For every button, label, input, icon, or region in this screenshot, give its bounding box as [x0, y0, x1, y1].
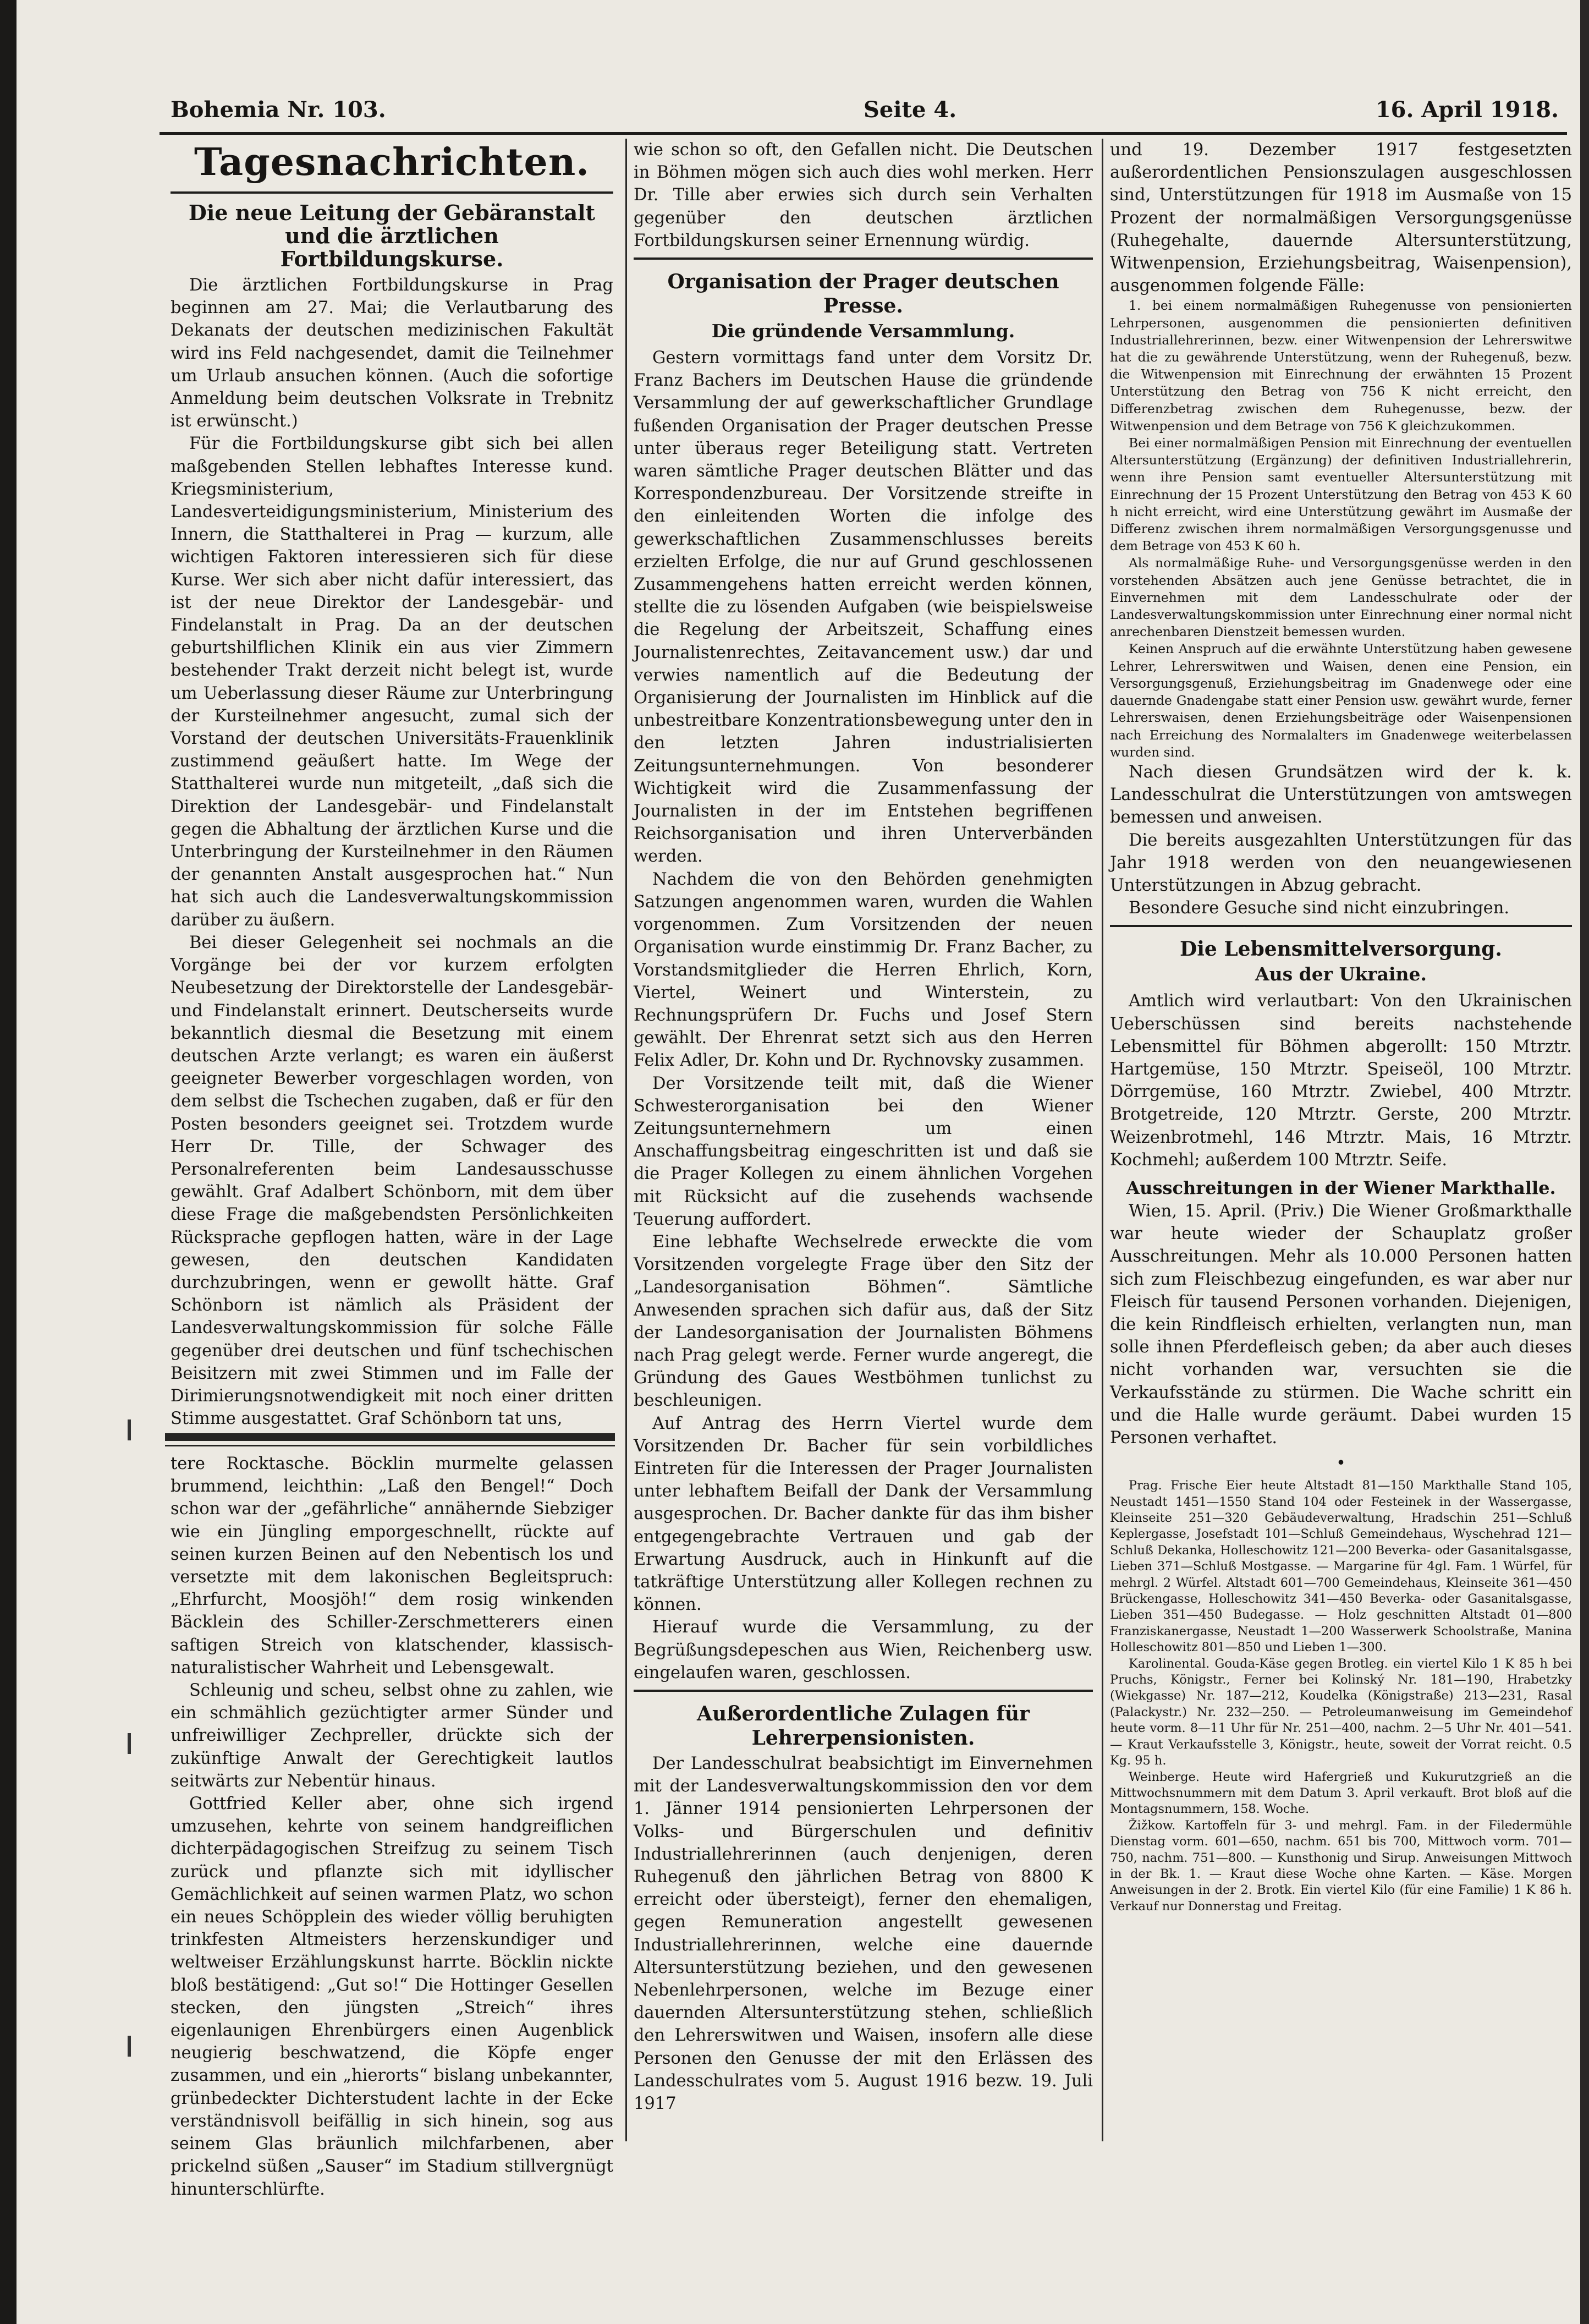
- header-rule: [160, 132, 1567, 135]
- regulation-paragraph: 1. bei einem normalmäßigen Ruhegenusse von pensionierten Lehrpersonen, ausgenommen die pensionierten definitiven Industriallehrerinnen, bezw. einer Witwenpension der Lehrerswitwe hat die zu gewährende Unterstützung, wenn der Ruhegenuß, bezw. die Witwenpension mit Einrechnung der erwähnten 15 Prozent Unterstützung den Betrag von 756 K nicht erreicht, den Differenzbetrag zwischen dem Ruhegenusse, bezw. der Witwenpension und dem Betrage von 756 K gleichzukommen.: [1110, 298, 1572, 434]
- article-paragraph: Besondere Gesuche sind nicht einzubringen.: [1129, 898, 1510, 918]
- market-notice: Prag. Frische Eier heute Altstadt 81—150 Markthalle Stand 105, Neustadt 1451—1550 Stand 104 oder Festeinek in der Wassergasse, Kleinseite 251—320 Gebäudeverwaltung, Hradschin 251—Schluß Keplergasse, Josefstadt 101—Schluß Gemeindehaus, Wyschehrad 121—Schluß Dekanka, Holleschowitz 121—200 Beverka- oder Gasanitalsgasse, Lieben 371—Schluß Mostgasse. — Margarine für 4gl. Fam. 1 Würfel, für mehrgl. 2 Würfel. Altstadt 601—700 Gemeindehaus, Kleinseite 361—450 Brückengasse, Holleschowitz 341—450 Beverka- oder Gasanitalsgasse, Lieben 351—450 Budegasse. — Holz geschnitten Altstadt 01—800 Franziskanergasse, Neustadt 1—200 Wasserwerk Schoolstraße, Manina Holleschowitz 801—850 und Lieben 1—300.: [1110, 1478, 1572, 1655]
- feuilleton-paragraph: Gottfried Keller aber, ohne sich irgend umzusehen, kehrte von seinem handgreiflichen dichterpädagogischen Streifzug zu seinem Tisch zurück und pflanzte sich mit idyllischer Gemächlichkeit auf seinen warmen Platz, wo schon ein neues Schöpplein des wieder völlig beruhigten trinkfesten Altmeisters herzenskundiger und weltweiser Erzählungskunst harrte. Böcklin nickte bloß bestätigend: „Gut so!“ Die Hottinger Gesellen stecken, den jüngsten „Streich“ ihres eigenlaunigen Ehrenbürgers einen Augenblick neugierig beschwatzend, die Köpfe enger zusammen, und ein „hierorts“ bislang unbekannter, grünbedeckter Dichterstudent lachte in der Ecke verständnisvoll beifällig in sich hinein, sog aus seinem Glas bräunlich milchfarbenen, aber prickelnd süßen „Sauser“ im Stadium stillvergnügt hinunterschlürfte.: [171, 1794, 613, 2199]
- market-notice: Karolinental. Gouda-Käse gegen Brotleg. ein viertel Kilo 1 K 85 h bei Pruchs, Königstr., Ferner bei Kolinský Nr. 181—190, Hrabetzky (Wiekgasse) Nr. 187—212, Koudelka (Königstraße) 213—231, Rasal (Palackystr.) Nr. 232—250. — Petroleumanweisung im Gemeindehof heute vorm. 8—11 Uhr für Nr. 251—400, nachm. 2—5 Uhr Nr. 401—541. — Kraut Verkaufsstelle 3, Königstr., heute, soweit der Vorrat reicht. 0.5 Kg. 95 h.: [1110, 1656, 1572, 1768]
- article-rule: [634, 1690, 1093, 1692]
- column-1: [171, 139, 613, 1429]
- market-notice: Weinberge. Heute wird Hafergrieß und Kukurutzgrieß an die Mittwochsnummern mit dem Datum 3. April verkauft. Brot bloß auf die Montagsnummern, 158. Woche.: [1110, 1769, 1572, 1817]
- section-banner: Tagesnachrichten.: [194, 140, 590, 184]
- feuilleton-divider-thin: [165, 1445, 615, 1446]
- market-notice: Žižkow. Kartoffeln für 3- und mehrgl. Fam. in der Filedermühle Dienstag vorm. 601—650, nachm. 651 bis 700, Mittwoch vorm. 701—750, nachm. 751—800. — Kunsthonig und Sirup. Anweisungen Mittwoch in der Bk. 1. — Kraut diese Woche ohne Karten. — Käse. Morgen Anweisungen in der 2. Brotk. Ein viertel Kilo (für eine Familie) 1 K 86 h. Verkauf nur Donnerstag und Freitag.: [1110, 1818, 1572, 1914]
- regulation-paragraph: Als normalmäßige Ruhe- und Versorgungsgenüsse werden in den vorstehenden Absätzen auch jene Genüsse betrachtet, die in Einvernehmen mit dem Landesschulrate oder der Landesverwaltungskommission unter Einrechnung einer normal nicht anrechenbaren Dienstzeit bemessen wurden.: [1110, 555, 1572, 640]
- article-heading: Außerordentliche Zulagen für Lehrerpensionisten.: [697, 1702, 1030, 1750]
- article-paragraph: Der Vorsitzende teilt mit, daß die Wiener Schwesterorganisation bei den Wiener Zeitungsunternehmern um einen Anschaffungsbeitrag eingeschritten ist und daß sie die Prager Kollegen zu einem ähnlichen Vorgehen mit Rücksicht auf die zusehends wachsende Teuerung auffordert.: [634, 1073, 1093, 1229]
- page-header: [171, 97, 1559, 130]
- article-heading: Organisation der Prager deutschen Presse.: [667, 270, 1059, 318]
- scan-edge-right: [1580, 0, 1589, 2324]
- column-3: [1110, 139, 1572, 2130]
- article-paragraph: Hierauf wurde die Versammlung, zu der Begrüßungsdepeschen aus Wien, Reichenberg usw. eingelaufen waren, geschlossen.: [634, 1618, 1093, 1682]
- article-paragraph: Bei dieser Gelegenheit sei nochmals an die Vorgänge bei der vor kurzem erfolgten Neubesetzung der Direktorstelle der Landesgebär- und Findelanstalt erinnert. Deutscherseits wurde bekanntlich diesmal die Besetzung mit einem deutschen Arzte verlangt; es waren ein äußerst geeigneter Bewerber vorgeschlagen worden, von dem selbst die Tschechen zugaben, daß er für den Posten besonders geeignet sei. Trotzdem wurde Herr Dr. Tille, der Schwager des Personalreferenten beim Landesausschusse gewählt. Graf Adalbert Schönborn, mit dem über diese Frage die maßgebendsten Persönlichkeiten Rücksprache gepflogen hatten, wäre in der Lage gewesen, den deutschen Kandidaten durchzubringen, wenn er gewollt hätte. Graf Schönborn ist nämlich als Präsident der Landesverwaltungskommission für solche Fälle gegenüber drei deutschen und fünf tschechischen Beisitzern mit zwei Stimmen und im Falle der Dirimierungsnotwendigkeit mit noch einer dritten Stimme ausgestattet. Graf Schönborn tat uns,: [171, 933, 613, 1429]
- article-paragraph: Auf Antrag des Herrn Viertel wurde dem Vorsitzenden Dr. Bacher für sein vorbildliches Eintreten für die Interessen der Prager Journalisten unter lebhaftem Beifall der Dank der Versammlung ausgesprochen. Dr. Bacher dankte für das ihm bisher entgegengebrachte Vertrauen und gab der Erwartung Ausdruck, auch in Hinkunft auf die tatkräftige Unterstützung aller Kollegen rechnen zu können.: [634, 1413, 1093, 1615]
- scan-edge-left: [0, 0, 17, 2324]
- separator-dot: •: [1336, 1454, 1346, 1473]
- article-paragraph: Wien, 15. April. (Priv.) Die Wiener Großmarkthalle war heute wieder der Schauplatz großer Ausschreitungen. Mehr als 10.000 Personen hatten sich zum Fleischbezug eingefunden, es war aber nur Fleisch für tausend Personen vorhanden. Diejenigen, die kein Rindfleisch erhielten, verlangten nun, man solle ihnen Pferdefleisch geben; da aber auch dieses nicht vorhanden war, versuchten sie die Verkaufsstände zu stürmen. Die Wache schritt ein und die Halle wurde geräumt. Dabei wurden 15 Personen verhaftet.: [1110, 1201, 1572, 1448]
- banner-rule: [171, 191, 613, 194]
- feuilleton-column: [171, 1452, 613, 2199]
- regulation-paragraph: Keinen Anspruch auf die erwähnte Unterstützung haben gewesene Lehrer, Lehrerswitwen und Waisen, denen eine Pension, ein Versorgungsgenuß, Erziehungsbeitrag im Gnadenwege oder eine dauernde Gnadengabe statt einer Pension usw. gewährt wurde, ferner Lehrerswaisen, denen Erziehungsbeiträge oder Waisenpensionen nach Erreichung des Normalalters im Gnadenwege weiterbelassen wurden sind.: [1110, 641, 1572, 760]
- article-heading: Ausschreitungen in der Wiener Markthalle.: [1126, 1177, 1556, 1198]
- column-divider: [1102, 139, 1103, 2141]
- article-paragraph: Gestern vormittags fand unter dem Vorsitz Dr. Franz Bachers im Deutschen Hause die gründende Versammlung der auf gewerkschaftlicher Grundlage fußenden Organisation der Prager deutschen Presse unter überaus reger Beteiligung statt. Vertreten waren sämtliche Prager deutschen Blätter und das Korrespondenzbureau. Der Vorsitzende streifte in den einleitenden Worten die infolge des gewerkschaftlichen Zusammenschlusses bereits erzielten Erfolge, die nur auf Grund geschlossenen Zusammengehens hatten erreicht werden können, stellte die zu lösenden Aufgaben (wie beispielsweise die Regelung der Arbeitszeit, Schaffung eines Journalistenrechtes, Zeitavancement usw.) dar und verwies namentlich auf die Bedeutung der Organisierung der Journalisten im Hinblick auf die unbestreitbare Konzentrationsbewegung unter den in den letzten Jahren industrialisierten Zeitungsunternehmungen. Von besonderer Wichtigkeit wird die Zusammenfassung der Journalisten in der im Entstehen begriffenen Reichsorganisation und ihren Unterverbänden werden.: [634, 348, 1093, 867]
- article-heading: Die neue Leitung der Gebäranstalt und die ärztlichen Fortbildungskurse.: [188, 200, 596, 271]
- article-paragraph: Der Landesschulrat beabsichtigt im Einvernehmen mit der Landesverwaltungskommission den vor dem 1. Jänner 1914 pensionierten Lehrpersonen der Volks- und Bürgerschulen und definitiv Industriallehrerinnen (auch denjenigen, deren Ruhegenuß den jährlichen Betrag von 8800 K erreicht oder übersteigt), ferner den ehemaligen, gegen Remuneration angestellt gewesenen Industriallehrerinnen, welche eine dauernde Altersunterstützung beziehen, und den gewesenen Nebenlehrpersonen, welche im Bezuge einer dauernden Altersunterstützung stehen, schließlich den Lehrerswitwen und Waisen, insofern alle diese Personen den Genusse der mit den Erlässen des Landesschulrates vom 5. August 1916 bezw. 19. Juli 1917: [634, 1754, 1093, 2114]
- article-rule: [1110, 925, 1572, 927]
- column-2: [634, 139, 1093, 2130]
- article-rule: [634, 257, 1093, 260]
- article-paragraph: Amtlich wird verlautbart: Von den Ukrainischen Ueberschüssen sind bereits nachstehende Lebensmittel für Böhmen abgerollt: 150 Mtrztr. Hartgemüse, 150 Mtrztr. Speiseöl, 100 Mtrztr. Dörrgemüse, 160 Mtrztr. Zwiebel, 400 Mtrztr. Brotgetreide, 120 Mtrztr. Gerste, 200 Mtrztr. Weizenbrotmehl, 146 Mtrztr. Mais, 16 Mtrztr. Kochmehl; außerdem 100 Mtrztr. Seife.: [1110, 991, 1572, 1170]
- article-heading: Die Lebensmittelversorgung.: [1180, 938, 1502, 961]
- article-subheading: Die gründende Versammlung.: [711, 320, 1015, 342]
- margin-mark: [128, 2036, 131, 2057]
- continued-paragraph: wie schon so oft, den Gefallen nicht. Die Deutschen in Böhmen mögen sich auch dies wohl merken. Herr Dr. Tille aber erwies sich durch sein Verhalten gegenüber den deutschen ärztlichen Fortbildungskursen seiner Ernennung würdig.: [634, 140, 1093, 250]
- feuilleton-paragraph: tere Rocktasche. Böcklin murmelte gelassen brummend, leichthin: „Laß den Bengel!“ Doch schon war der „gefährliche“ annähernde Siebziger wie ein Jüngling emporgeschnellt, rückte auf seinen kurzen Beinen auf den Nebentisch los und versetzte mit dem lakonischen Begleitspruch: „Ehrfurcht, Moosjöh!“ dem rosig winkenden Bäcklein des Schiller-Zerschmetterers einen saftigen Streich von klatschender, klassisch-naturalistischer Wahrheit und Lebensgewalt.: [171, 1454, 613, 1678]
- feuilleton-paragraph: Schleunig und scheu, selbst ohne zu zahlen, wie ein schmählich gezüchtigter armer Sünder und unfreiwilliger Zechpreller, drückte sich der zukünftige Anwalt der Gerechtigkeit lautlos seitwärts zur Nebentür hinaus.: [171, 1681, 613, 1791]
- article-subheading: Aus der Ukraine.: [1255, 963, 1427, 985]
- article-paragraph: Eine lebhafte Wechselrede erweckte die vom Vorsitzenden vorgelegte Frage über den Sitz der „Landesorganisation Böhmen“. Sämtliche Anwesenden sprachen sich dafür aus, daß der Sitz der Landesorganisation der Journalisten Böhmens nach Prag gelegt werde. Ferner wurde angeregt, die Gründung des Gaues Westböhmen tunlichst zu beschleunigen.: [634, 1232, 1093, 1411]
- continued-paragraph: und 19. Dezember 1917 festgesetzten außerordentlichen Pensionszulagen ausgeschlossen sind, Unterstützungen für 1918 im Ausmaße von 15 Prozent der normalmäßigen Versorgungsgenüsse (Ruhegehalte, dauernde Altersunterstützung, Witwenpension, Erziehungsbeitrag, Waisenpension), ausgenommen folgende Fälle:: [1110, 140, 1572, 296]
- article-paragraph: Die ärztlichen Fortbildungskurse in Prag beginnen am 27. Mai; die Verlautbarung des Dekanats der deutschen medizinischen Fakultät wird ins Feld nachgesendet, damit die Teilnehmer um Urlaub ansuchen können. (Auch die sofortige Anmeldung beim deutschen Volksrate in Trebnitz ist erwünscht.): [171, 276, 613, 431]
- article-paragraph: Nachdem die von den Behörden genehmigten Satzungen angenommen waren, wurden die Wahlen vorgenommen. Zum Vorsitzenden der neuen Organisation wurde einstimmig Dr. Franz Bacher, zu Vorstandsmitglieder die Herren Ehrlich, Korn, Viertel, Weinert und Winterstein, zu Rechnungsprüfern Dr. Fuchs und Josef Stern gewählt. Der Ehrenrat setzt sich aus den Herren Felix Adler, Dr. Kohn und Dr. Rychnovsky zusammen.: [634, 869, 1093, 1071]
- article-paragraph: Nach diesen Grundsätzen wird der k. k. Landesschulrat die Unterstützungen von amtswegen bemessen und anweisen.: [1110, 762, 1572, 827]
- article-paragraph: Für die Fortbildungskurse gibt sich bei allen maßgebenden Stellen lebhaftes Interesse kund. Kriegsministerium, Landesverteidigungsministerium, Ministerium des Innern, die Statthalterei in Prag — kurzum, alle wichtigen Faktoren interessieren sich für diese Kurse. Wer sich aber nicht dafür interessiert, das ist der neue Direktor der Landesgebär- und Findelanstalt in Prag. Da an der deutschen geburtshilflichen Klinik ein aus vier Zimmern bestehender Trakt derzeit nicht belegt ist, wurde um Ueberlassung dieser Räume zur Unterbringung der Kursteilnehmer angesucht, zumal sich der Vorstand der deutschen Universitäts-Frauenklinik zustimmend geäußert hatte. Im Wege der Statthalterei wurde nun mitgeteilt, „daß sich die Direktion der Landesgebär- und Findelanstalt gegen die Abhaltung der ärztlichen Kurse und die Unterbringung der Kursteilnehmer in den Räumen der genannten Anstalt ausgesprochen hat.“ Nun hat sich auch die Landesverwaltungskommission darüber zu äußern.: [171, 434, 613, 930]
- regulation-paragraph: Bei einer normalmäßigen Pension mit Einrechnung der eventuellen Altersunterstützung (Ergänzung) der definitiven Industriallehrerin, wenn ihre Pension samt eventueller Altersunterstützung mit Einrechnung der 15 Prozent Unterstützung den Betrag von 453 K 60 h nicht erreicht, wird eine Unterstützung gewährt im Ausmaße der Differenz zwischen ihrem normalmäßigen Versorgungsgenusse und dem Betrage von 453 K 60 h.: [1110, 435, 1572, 554]
- margin-mark: [128, 1419, 131, 1440]
- article-paragraph: Die bereits ausgezahlten Unterstützungen für das Jahr 1918 werden von den neuangewiesenen Unterstützungen in Abzug gebracht.: [1110, 830, 1572, 895]
- issue-date: 16. April 1918.: [1375, 97, 1559, 123]
- page-number: Seite 4.: [864, 97, 957, 123]
- masthead-issue: Bohemia Nr. 103.: [171, 97, 386, 123]
- column-divider: [625, 139, 627, 2141]
- feuilleton-divider: [165, 1433, 615, 1441]
- margin-mark: [128, 1733, 131, 1754]
